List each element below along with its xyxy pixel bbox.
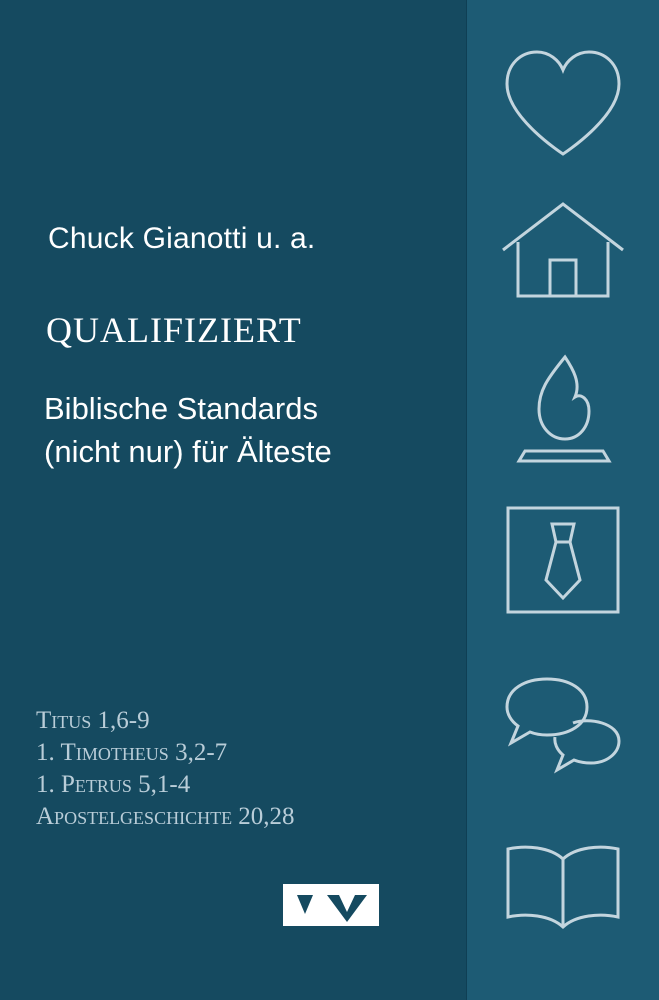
speech-bubbles-icon (466, 665, 659, 785)
scripture-references (36, 705, 456, 833)
icon-column (466, 0, 659, 1000)
open-book-icon (466, 825, 659, 945)
house-icon (466, 190, 659, 310)
page-title: qualifiziert (46, 297, 302, 354)
subtitle-line-2: (nicht nur) für Älteste (44, 433, 332, 469)
author-name: Chuck Gianotti u. a. (48, 222, 316, 255)
reference-item: 1. Timotheus 3,2-7 (36, 739, 228, 766)
heart-icon (466, 40, 659, 170)
subtitle (44, 388, 454, 474)
subtitle-line-1: Biblische Standards (44, 391, 318, 426)
reference-item: Apostelgeschichte 20,28 (36, 803, 295, 830)
necktie-icon (466, 500, 659, 620)
flame-icon (466, 345, 659, 480)
reference-item: 1. Petrus 5,1-4 (36, 771, 191, 798)
reference-item: Titus 1,6-9 (36, 707, 150, 734)
publisher-logo (283, 884, 379, 926)
